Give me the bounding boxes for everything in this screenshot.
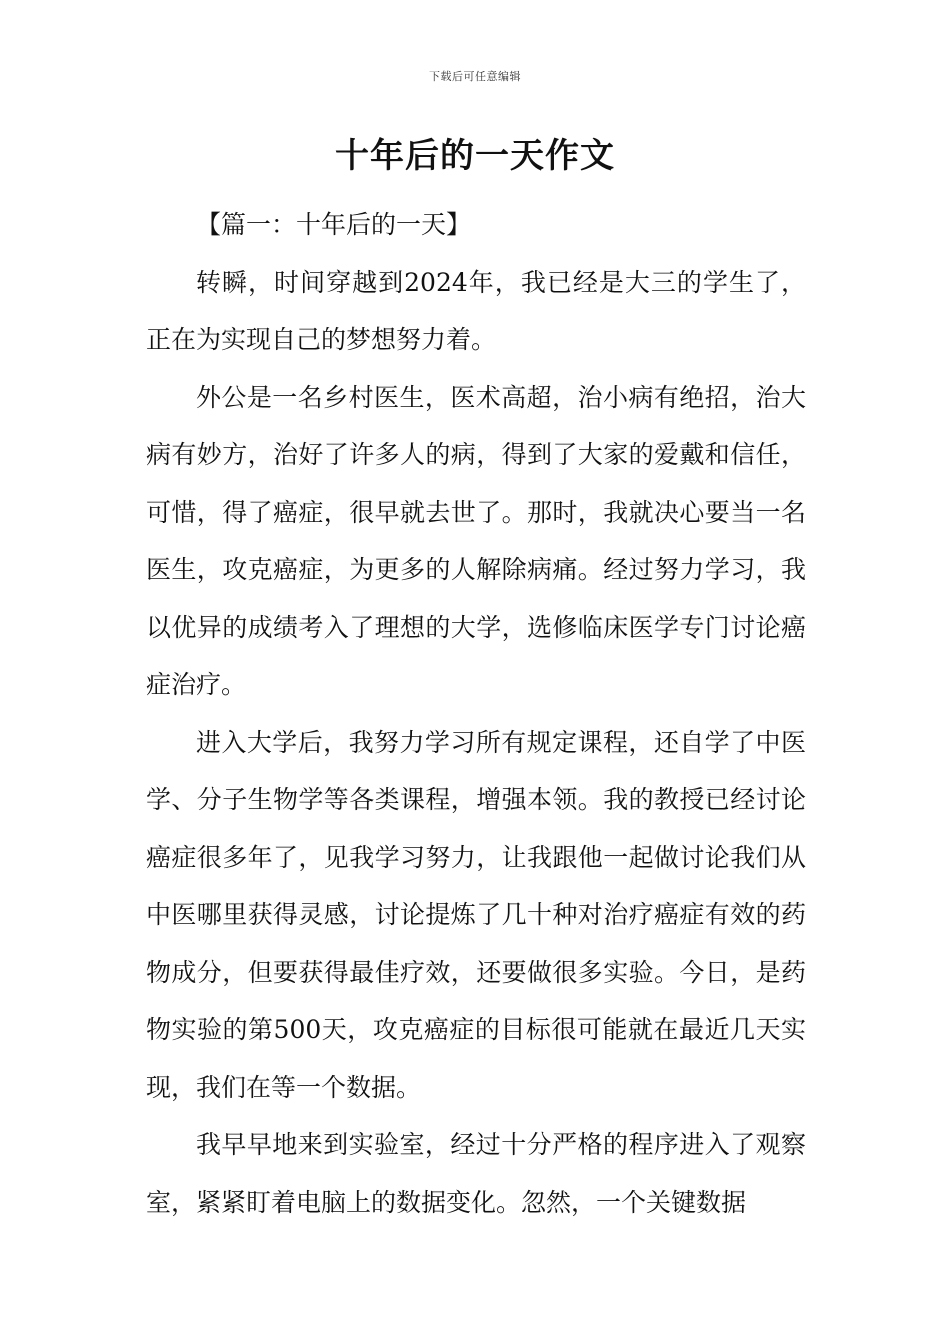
section-heading: 【篇一：十年后的一天】 bbox=[196, 210, 472, 239]
paragraph: 转瞬，时间穿越到2024年，我已经是大三的学生了，正在为实现自己的梦想努力着。 bbox=[146, 267, 806, 354]
document-body bbox=[146, 196, 806, 1231]
paragraph: 进入大学后，我努力学习所有规定课程，还自学了中医学、分子生物学等各类课程，增强本领。我的教授已经讨论癌症很多年了，见我学习努力，让我跟他一起做讨论我们从中医哪里获得灵感，讨论提炼了几十种对治疗癌症有效的药物成分，但要获得最佳疗效，还要做很多实验。今日，是药物实验的第500天，攻克癌症的目标很可能就在最近几天实现，我们在等一个数据。 bbox=[146, 727, 806, 1102]
header-note: 下载后可任意编辑 bbox=[429, 70, 521, 83]
paragraph: 我早早地来到实验室，经过十分严格的程序进入了观察室，紧紧盯着电脑上的数据变化。忽然，一个关键数据 bbox=[146, 1130, 806, 1217]
paragraph: 外公是一名乡村医生，医术高超，治小病有绝招，治大病有妙方，治好了许多人的病，得到了大家的爱戴和信任，可惜，得了癌症，很早就去世了。那时，我就决心要当一名医生，攻克癌症，为更多的人解除病痛。经过努力学习，我以优异的成绩考入了理想的大学，选修临床医学专门讨论癌症治疗。 bbox=[146, 382, 806, 699]
document-title: 十年后的一天作文 bbox=[335, 136, 615, 176]
